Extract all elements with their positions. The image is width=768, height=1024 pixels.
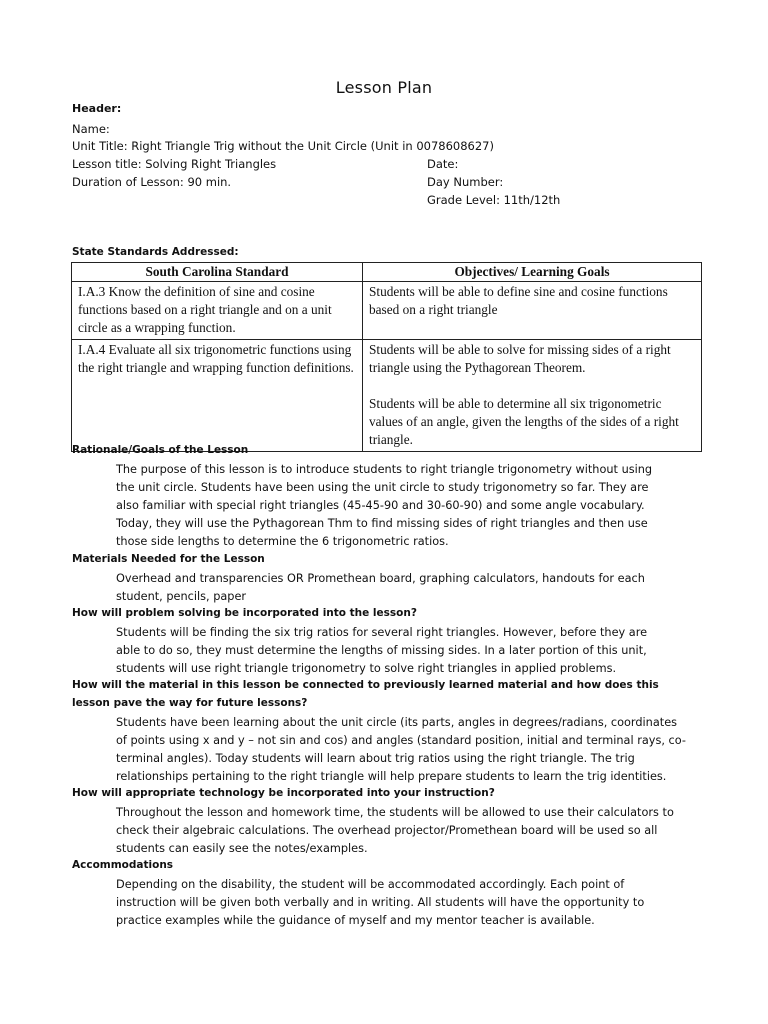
accommodations-heading: Accommodations <box>72 859 174 871</box>
text-line: the unit circle. Students have been using the unit circle to study trigonometry so far. They are <box>116 481 649 494</box>
text-line: practice examples while the guidance of myself and my mentor teacher is available. <box>116 914 595 927</box>
materials-paragraph <box>116 570 696 606</box>
text-line: Depending on the disability, the student will be accommodated accordingly. Each point of <box>116 878 625 891</box>
materials-heading: Materials Needed for the Lesson <box>72 553 265 565</box>
text-line: students will use right triangle trigonometry to solve right triangles in applied problems. <box>116 662 617 675</box>
text-line: those side lengths to determine the 6 trigonometric ratios. <box>116 535 449 548</box>
day-number-field: Day Number: <box>427 175 504 189</box>
rationale-heading: Rationale/Goals of the Lesson <box>72 444 249 456</box>
document-title: Lesson Plan <box>335 78 433 97</box>
text-line: Students will be finding the six trig ratios for several right triangles. However, before they are <box>116 626 648 639</box>
connections-heading: How will the material in this lesson be connected to previously learned material and how does this <box>72 679 659 691</box>
connections-heading-cont: lesson pave the way for future lessons? <box>72 697 308 709</box>
standard-cell: I.A.3 Know the definition of sine and cosine functions based on a right triangle and on a unit circle as a wrapping function. <box>72 282 363 340</box>
text-line: relationships pertaining to the right triangle will help prepare students to learn the trig identities. <box>116 770 667 783</box>
objective-text: Students will be able to define sine and cosine functions based on a right triangle <box>369 284 668 317</box>
table-header-row <box>72 263 702 282</box>
text-line: Overhead and transparencies OR Promethean board, graphing calculators, handouts for each <box>116 572 645 585</box>
lesson-title: Lesson title: Solving Right Triangles <box>72 157 277 171</box>
rationale-paragraph <box>116 461 696 551</box>
grade-level: Grade Level: 11th/12th <box>427 193 561 207</box>
text-line: also familiar with special right triangles (45-45-90 and 30-60-90) and some angle vocabulary. <box>116 499 645 512</box>
lesson-duration: Duration of Lesson: 90 min. <box>72 175 232 189</box>
text-line: The purpose of this lesson is to introduce students to right triangle trigonometry without using <box>116 463 653 476</box>
table-row <box>72 282 702 340</box>
standard-cell: I.A.4 Evaluate all six trigonometric functions using the right triangle and wrapping function definitions. <box>72 340 363 452</box>
text-line: terminal angles). Today students will learn about trig ratios using the right triangle. The trig <box>116 752 635 765</box>
standards-heading: State Standards Addressed: <box>72 246 239 258</box>
column-header: Objectives/ Learning Goals <box>363 263 702 282</box>
accommodations-paragraph <box>116 876 696 930</box>
connections-paragraph <box>116 714 696 786</box>
column-header: South Carolina Standard <box>72 263 363 282</box>
objective-text: Students will be able to solve for missing sides of a right triangle using the Pythagorean Theorem. <box>369 342 671 375</box>
objective-text: Students will be able to determine all six trigonometric values of an angle, given the lengths of the sides of a right triangle. <box>369 396 679 447</box>
date-field: Date: <box>427 157 459 171</box>
problem-solving-heading: How will problem solving be incorporated into the lesson? <box>72 607 417 619</box>
text-line: instruction will be given both verbally and in writing. All students will have the opportunity to <box>116 896 645 909</box>
technology-paragraph <box>116 804 696 858</box>
problem-solving-paragraph <box>116 624 696 678</box>
table-row <box>72 340 702 452</box>
header-label: Header: <box>72 102 122 115</box>
text-line: check their algebraic calculations. The overhead projector/Promethean board will be used so all <box>116 824 658 837</box>
technology-heading: How will appropriate technology be incorporated into your instruction? <box>72 787 495 799</box>
unit-title: Unit Title: Right Triangle Trig without the Unit Circle (Unit in 0078608627) <box>72 139 494 153</box>
text-line: of points using x and y – not sin and cos) and angles (standard position, initial and terminal rays, co- <box>116 734 686 747</box>
objective-cell <box>363 340 702 452</box>
text-line: student, pencils, paper <box>116 590 247 603</box>
standards-table <box>71 262 702 452</box>
text-line: Students have been learning about the unit circle (its parts, angles in degrees/radians, coordinates <box>116 716 678 729</box>
text-line: students can easily see the notes/examples. <box>116 842 368 855</box>
text-line: able to do so, they must determine the lengths of missing sides. In a later portion of this unit, <box>116 644 647 657</box>
text-line: Throughout the lesson and homework time, the students will be allowed to use their calculators to <box>116 806 674 819</box>
objective-cell <box>363 282 702 340</box>
text-line: Today, they will use the Pythagorean Thm to find missing sides of right triangles and then use <box>116 517 648 530</box>
name-field: Name: <box>72 122 110 136</box>
